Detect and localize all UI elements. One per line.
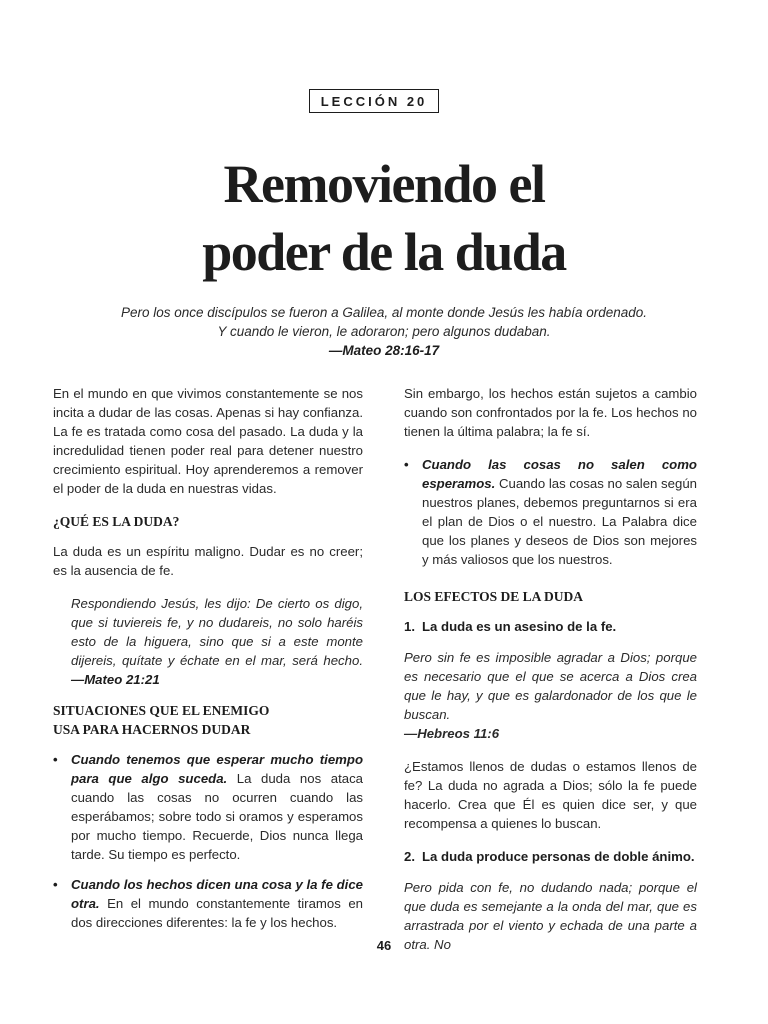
facts-paragraph: Sin embargo, los hechos están sujetos a cambio cuando son confrontados por la fe. Los hechos no tienen la última palabra; la fe sí. (404, 386, 697, 439)
definition-paragraph: La duda es un espíritu maligno. Dudar es no creer; es la ausencia de fe. (53, 544, 363, 578)
page-title (0, 150, 768, 286)
item-number: 2. (404, 849, 415, 864)
title-line-1: Removiendo el (223, 154, 545, 214)
quote-reference: —Mateo 21:21 (71, 672, 160, 687)
bullet-icon: • (53, 752, 58, 767)
intro-paragraph: En el mundo en que vivimos constantemente se nos incita a dudar de las cosas. Apenas si hay confianza. La fe es tratada como cosa del pasado. La duda y la incredulidad tienen poder real para detener nuestro crecimiento espiritual. Hoy aprenderemos a remover el poder de la duda en nuestras vidas. (53, 386, 363, 496)
numbered-item-2 (404, 847, 697, 866)
numbered-item-1 (404, 617, 697, 636)
quote-reference: —Hebreos 11:6 (404, 726, 500, 741)
section-heading-situations (53, 701, 363, 739)
epigraph-line-2: Y cuando le vieron, le adoraron; pero algunos dudaban. (217, 324, 551, 339)
bullet-text: En el mundo constantemente tiramos en dos direcciones diferentes: la fe y los hechos. (71, 896, 363, 930)
item-number: 1. (404, 619, 415, 634)
bullet-item-facts (53, 875, 363, 932)
scripture-quote-mateo-21 (71, 594, 363, 689)
scripture-quote-hebreos-11 (404, 648, 697, 743)
bullet-lead: Cuando tenemos que esperar mucho tiempo para que algo suceda. (71, 752, 363, 786)
faith-paragraph: ¿Estamos llenos de dudas o estamos llenos de fe? La duda no agrada a Dios; sólo la fe puede hacerlo. Crea que Él es quien dice ser, y que recompensa a quienes lo buscan. (404, 759, 697, 831)
bullet-text: Cuando las cosas no salen según nuestros planes, debemos preguntarnos si era el plan de Dios o el nuestro. La Palabra dice que los planes y deseos de Dios son mejores y más valiosos que los nuestros. (422, 476, 697, 567)
bullet-lead: Cuando los hechos dicen una cosa y la fe dice otra. (71, 877, 363, 911)
bullet-lead: Cuando las cosas no salen como esperamos. (422, 457, 697, 491)
bullet-icon: • (404, 457, 409, 472)
page-number: 46 (376, 938, 392, 953)
section-heading-what-is-doubt: ¿QUÉ ES LA DUDA? (53, 514, 180, 529)
epigraph-reference: —Mateo 28:16-17 (328, 343, 440, 358)
bullet-text: La duda nos ataca cuando las cosas no ocurren cuando las esperábamos; sobre todo si oramos y esperamos por mucho tiempo. Recuerde, Dios nunca llega tarde. Su tiempo es perfecto. (71, 771, 364, 862)
quote-text: Pero sin fe es imposible agradar a Dios; porque es necesario que el que se acerca a Dios crea que le hay, y que es galardonador de los que le buscan. (404, 650, 697, 722)
heading-line-2: USA PARA HACERNOS DUDAR (53, 722, 251, 737)
item-text: La duda es un asesino de la fe. (422, 619, 617, 634)
bullet-item-waiting (53, 750, 363, 864)
heading-line-1: SITUACIONES QUE EL ENEMIGO (53, 703, 270, 718)
section-heading-effects: LOS EFECTOS DE LA DUDA (404, 589, 584, 604)
epigraph-line-1: Pero los once discípulos se fueron a Galilea, al monte donde Jesús les había ordenado. (120, 305, 648, 320)
quote-text: Respondiendo Jesús, les dijo: De cierto os digo, que si tuviereis fe, y no dudareis, no solo haréis esto de la higuera, sino que si a este monte dijereis, quítate y échate en el mar, será hecho. (71, 596, 363, 668)
title-line-2: poder de la duda (202, 222, 566, 282)
right-column (404, 384, 697, 968)
bullet-icon: • (53, 877, 58, 892)
bullet-item-plans (404, 455, 697, 569)
item-text: La duda produce personas de doble ánimo. (422, 849, 695, 864)
lesson-label: LECCIÓN 20 (309, 89, 439, 113)
scripture-quote-santiago: Pero pida con fe, no dudando nada; porque el que duda es semejante a la onda del mar, que es arrastrada por el viento y echada de una parte a otra. No (404, 880, 697, 952)
epigraph (0, 303, 768, 360)
left-column (53, 384, 363, 943)
